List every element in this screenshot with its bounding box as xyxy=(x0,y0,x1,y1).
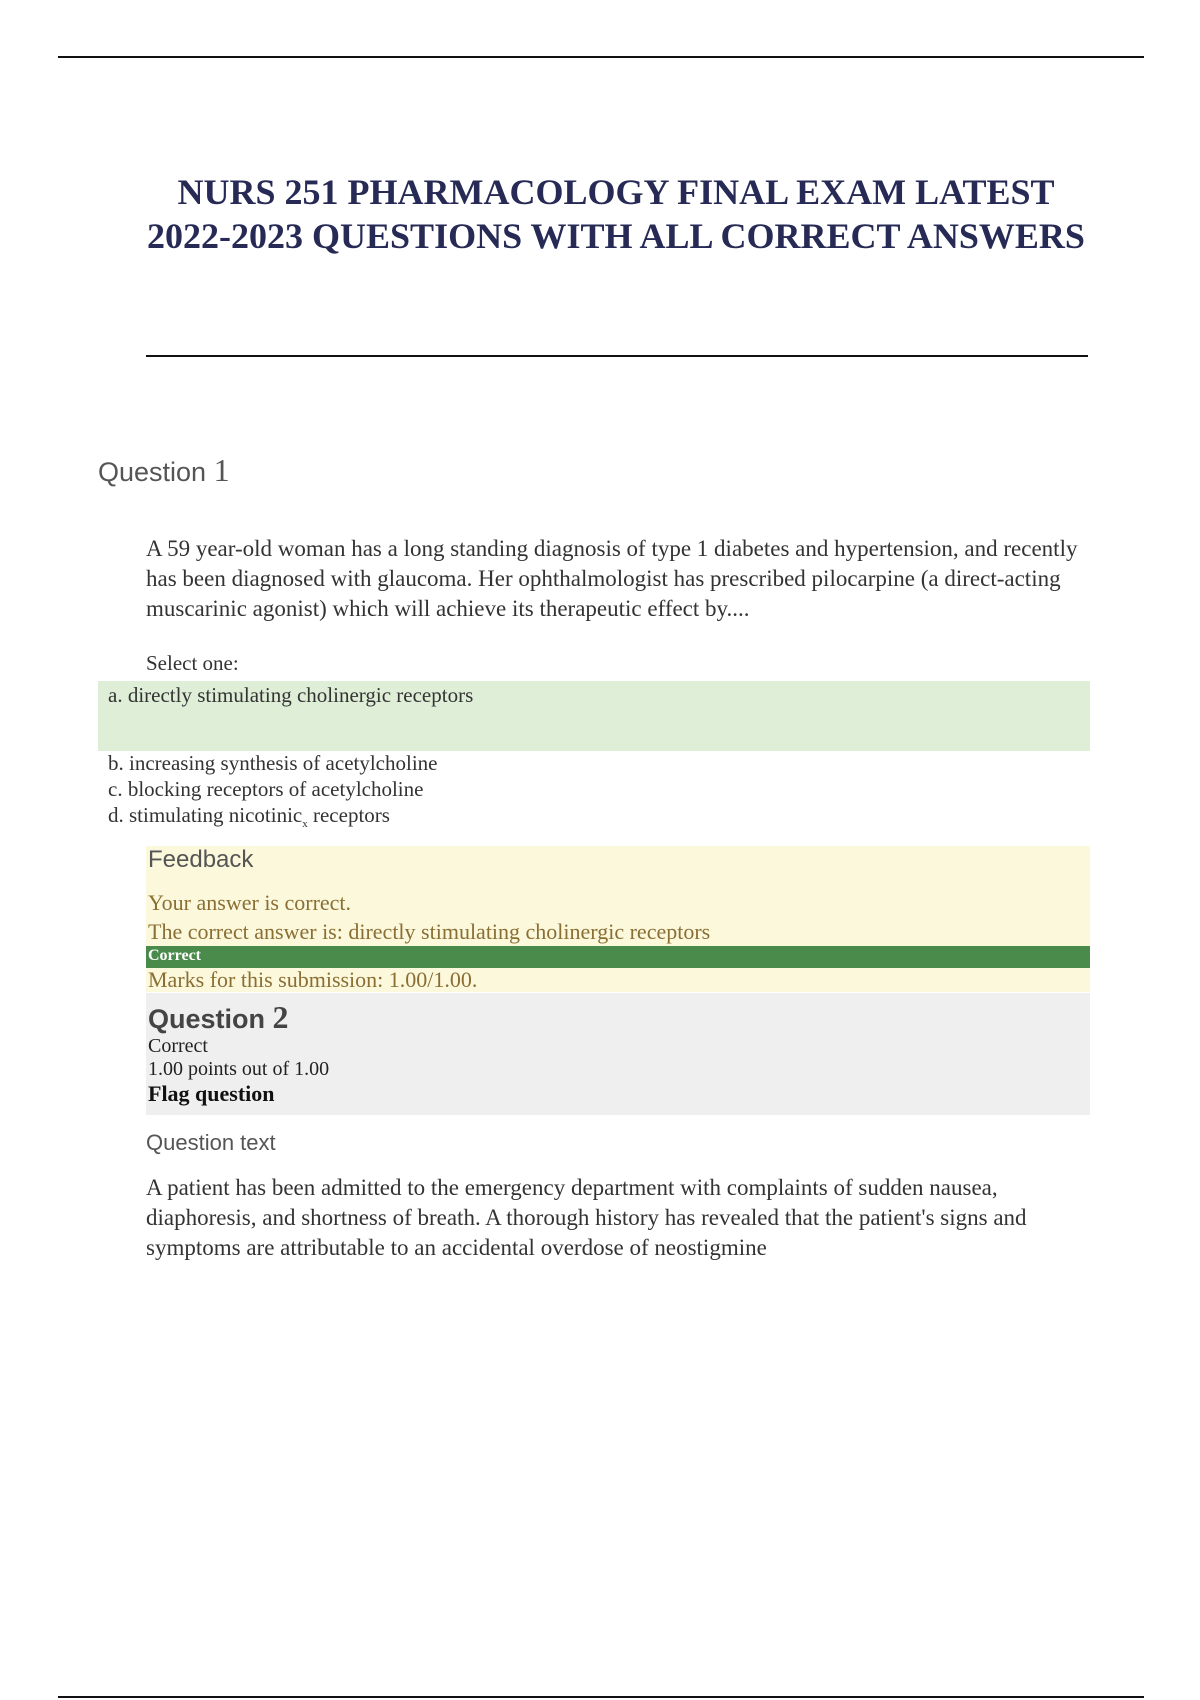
correct-status-label: Correct xyxy=(148,947,201,964)
question-2-heading xyxy=(148,999,289,1036)
question-1-label: Question xyxy=(98,457,207,487)
title-divider xyxy=(146,355,1088,357)
select-one-prompt: Select one: xyxy=(146,651,239,675)
question-2-points: 1.00 points out of 1.00 xyxy=(148,1058,330,1080)
answer-c-text: blocking receptors of acetylcholine xyxy=(127,777,424,801)
answer-b-text: increasing synthesis of acetylcholine xyxy=(129,751,438,775)
question-2-state: Correct xyxy=(148,1035,208,1057)
answer-option-b[interactable] xyxy=(108,750,438,776)
correct-status-bar xyxy=(146,946,1090,968)
answer-options-list xyxy=(108,750,438,837)
answer-a-text: directly stimulating cholinergic receptors xyxy=(127,683,474,707)
feedback-panel xyxy=(146,846,1090,992)
answer-option-a xyxy=(108,683,473,708)
bottom-rule xyxy=(58,1696,1144,1698)
answer-d-subscript: x xyxy=(302,818,308,831)
answer-b-letter: b. xyxy=(108,751,124,775)
feedback-result: Your answer is correct. xyxy=(148,890,352,915)
question-2-info-panel xyxy=(146,993,1090,1115)
question-2-number: 2 xyxy=(272,999,289,1035)
question-1-heading xyxy=(98,452,230,489)
answer-d-text-after: receptors xyxy=(307,803,390,827)
flag-question-link[interactable]: Flag question xyxy=(148,1081,275,1106)
feedback-marks: Marks for this submission: 1.00/1.00. xyxy=(148,967,478,992)
answer-option-d[interactable] xyxy=(108,802,438,837)
answer-option-a-selected[interactable] xyxy=(98,681,1090,751)
answer-d-letter: d. xyxy=(108,803,124,827)
question-1-text: A 59 year-old woman has a long standing diagnosis of type 1 diabetes and hypertension, and recently has been diagnosed with glaucoma. Her ophthalmologist has prescribed pilocarpine (a direct-acting muscarinic agonist) which will achieve its therapeutic effect by.... xyxy=(146,536,1078,621)
question-text-label: Question text xyxy=(146,1130,276,1155)
answer-d-text: stimulating nicotinic xyxy=(129,803,303,827)
question-1-number: 1 xyxy=(213,452,230,488)
answer-a-letter: a. xyxy=(108,683,123,707)
answer-option-c[interactable] xyxy=(108,776,438,802)
answer-c-letter: c. xyxy=(108,777,123,801)
document-title: NURS 251 PHARMACOLOGY FINAL EXAM LATEST 2022-2023 QUESTIONS WITH ALL CORRECT ANSWERS xyxy=(147,172,1085,256)
feedback-heading: Feedback xyxy=(148,846,254,873)
question-2-label: Question xyxy=(148,1004,266,1034)
top-rule xyxy=(58,56,1144,58)
feedback-correct-answer: The correct answer is: directly stimulating cholinergic receptors xyxy=(148,919,711,944)
question-2-text: A patient has been admitted to the emergency department with complaints of sudden nausea, diaphoresis, and shortness of breath. A thorough history has revealed that the patient's signs and symptoms are attributable to an accidental overdose of neostigmine xyxy=(146,1175,1027,1260)
